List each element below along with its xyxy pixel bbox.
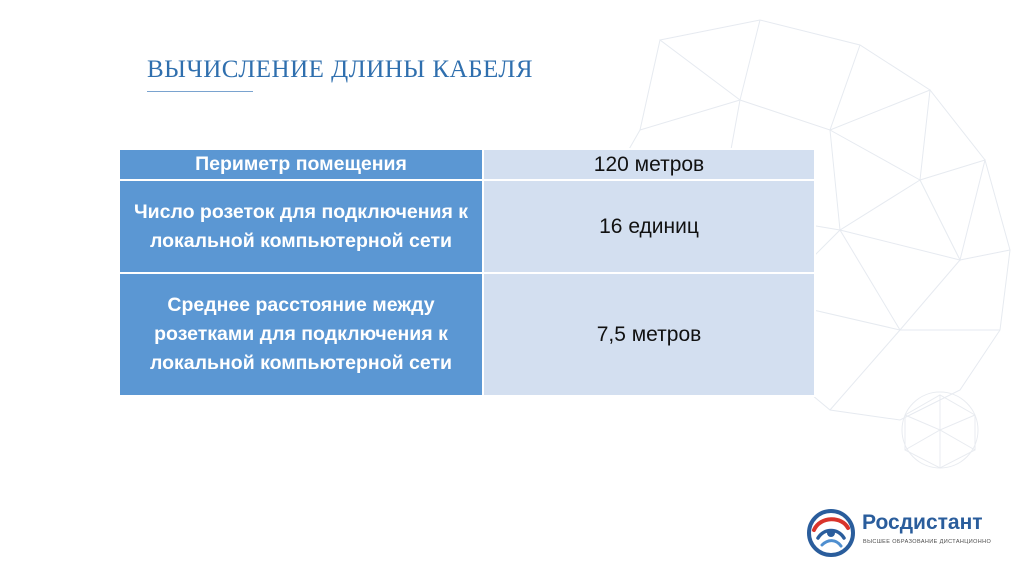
table-row xyxy=(119,149,815,180)
row-value-socket-count: 16 единиц xyxy=(483,180,815,273)
rosdistant-logo xyxy=(806,508,1006,558)
rosdistant-swirl-icon xyxy=(806,508,856,558)
row-label-socket-count: Число розеток для подключения к локальной компьютерной сети xyxy=(119,180,483,273)
row-value-perimeter: 120 метров xyxy=(483,149,815,180)
cable-length-table xyxy=(118,148,816,397)
title-underline xyxy=(147,91,253,92)
row-label-socket-distance: Среднее расстояние между розетками для подключения к локальной компьютерной сети xyxy=(119,273,483,396)
logo-name: Росдистант xyxy=(862,511,983,534)
slide-title: ВЫЧИСЛЕНИЕ ДЛИНЫ КАБЕЛЯ xyxy=(147,56,534,83)
row-value-socket-distance: 7,5 метров xyxy=(483,273,815,396)
table-row xyxy=(119,180,815,273)
logo-tagline: ВЫСШЕЕ ОБРАЗОВАНИЕ ДИСТАНЦИОННО xyxy=(863,539,992,545)
table-row xyxy=(119,273,815,396)
row-label-perimeter: Периметр помещения xyxy=(119,149,483,180)
